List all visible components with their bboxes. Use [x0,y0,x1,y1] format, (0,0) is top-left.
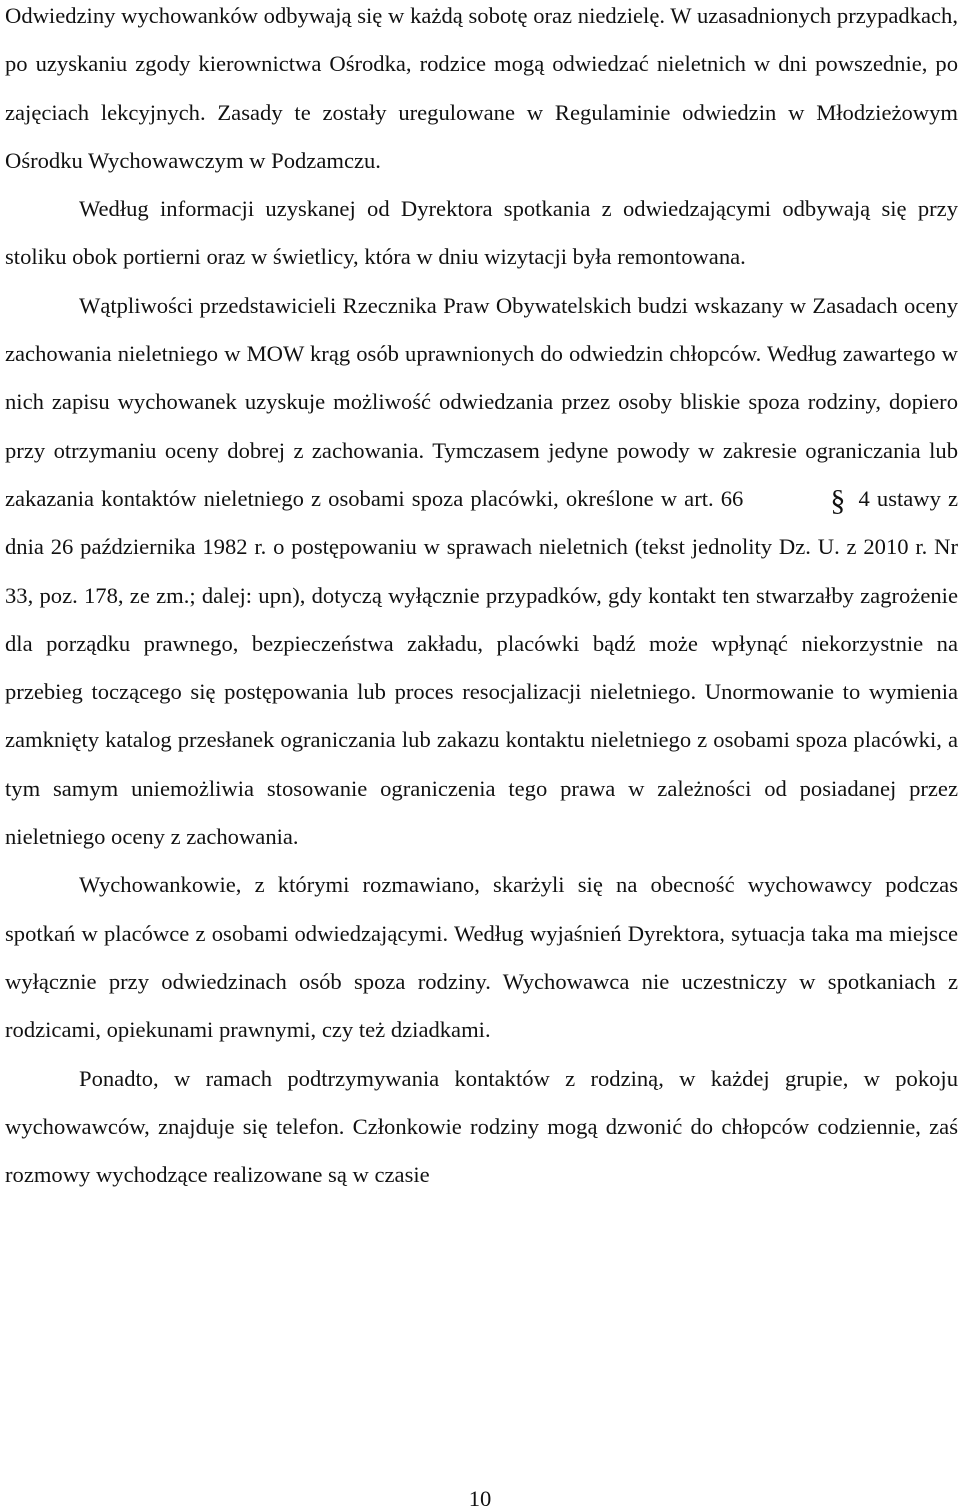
section-sign: § [830,483,846,517]
paragraph-text: Ponadto, w ramach podtrzymywania kontaktów z rodziną, w każdej grupie, w pokoju wychowawców, znajduje się telefon. Członkowie rodziny mogą dzwonić do chłopców codziennie, zaś rozmowy wychodzące realizowane są w czasie [5,1065,958,1188]
paragraph-text: Odwiedziny wychowanków odbywają się w każdą sobotę oraz niedzielę. W uzasadnionych przypadkach, po uzyskaniu zgody kierownictwa Ośrodka, rodzice mogą odwiedzać nieletnich w dni powszednie, po zajęciach lekcyjnych. Zasady te zostały uregulowane w Regulaminie odwiedzin w Młodzieżowym Ośrodku Wychowawczym w Podzamczu. [5,3,958,173]
paragraph-visits-schedule [5,0,958,185]
paragraph-meeting-place [5,185,958,282]
paragraph-ombudsman-doubts [5,282,958,862]
paragraph-text: Według informacji uzyskanej od Dyrektora spotkania z odwiedzającymi odbywają się przy stoliku obok portierni oraz w świetlicy, która w dniu wizytacji była remontowana. [5,196,958,270]
paragraph-text-after: 4 ustawy z dnia 26 października 1982 r. o postępowaniu w sprawach nieletnich (tekst jednolity Dz. U. z 2010 r. Nr 33, poz. 178, ze zm.; dalej: upn), dotyczą wyłącznie przypadków, gdy kontakt ten stwarzałby zagrożenie dla porządku prawnego, bezpieczeństwa zakładu, placówki bądź może wpłynąć niekorzystnie na przebieg toczącego się postępowania lub proces resocjalizacji nieletniego. Unormowanie to wymienia zamknięty katalog przesłanek ograniczania lub zakazu kontaktu nieletniego z osobami spoza placówki, a tym samym uniemożliwia stosowanie ograniczenia tego prawa w zależności od posiadanej przez nieletniego oceny z zachowania. [5,485,959,850]
paragraph-text: Wychowankowie, z którymi rozmawiano, skarżyli się na obecność wychowawcy podczas spotkań w placówce z osobami odwiedzającymi. Według wyjaśnień Dyrektora, sytuacja taka ma miejsce wyłącznie przy odwiedzinach osób spoza rodziny. Wychowawca nie uczestniczy w spotkaniach z rodzicami, opiekunami prawnymi, czy też dziadkami. [5,872,958,1043]
document-page [5,0,958,1199]
paragraph-text-before: Wątpliwości przedstawicieli Rzecznika Praw Obywatelskich budzi wskazany w Zasadach oceny zachowania nieletniego w MOW krąg osób uprawnionych do odwiedzin chłopców. Według zawartego w nich zapisu wychowanek uzyskuje możliwość odwiedzania przez osoby bliskie spoza rodziny, dopiero przy otrzymaniu oceny dobrej z zachowania. Tymczasem jedyne powody w zakresie ograniczania lub zakazania kontaktów nieletniego z osobami spoza placówki, określone w art. 66 [5,292,958,511]
page-number: 10 [468,1486,492,1511]
paragraph-educator-presence [5,861,958,1054]
paragraph-telephone-contact [5,1055,958,1200]
